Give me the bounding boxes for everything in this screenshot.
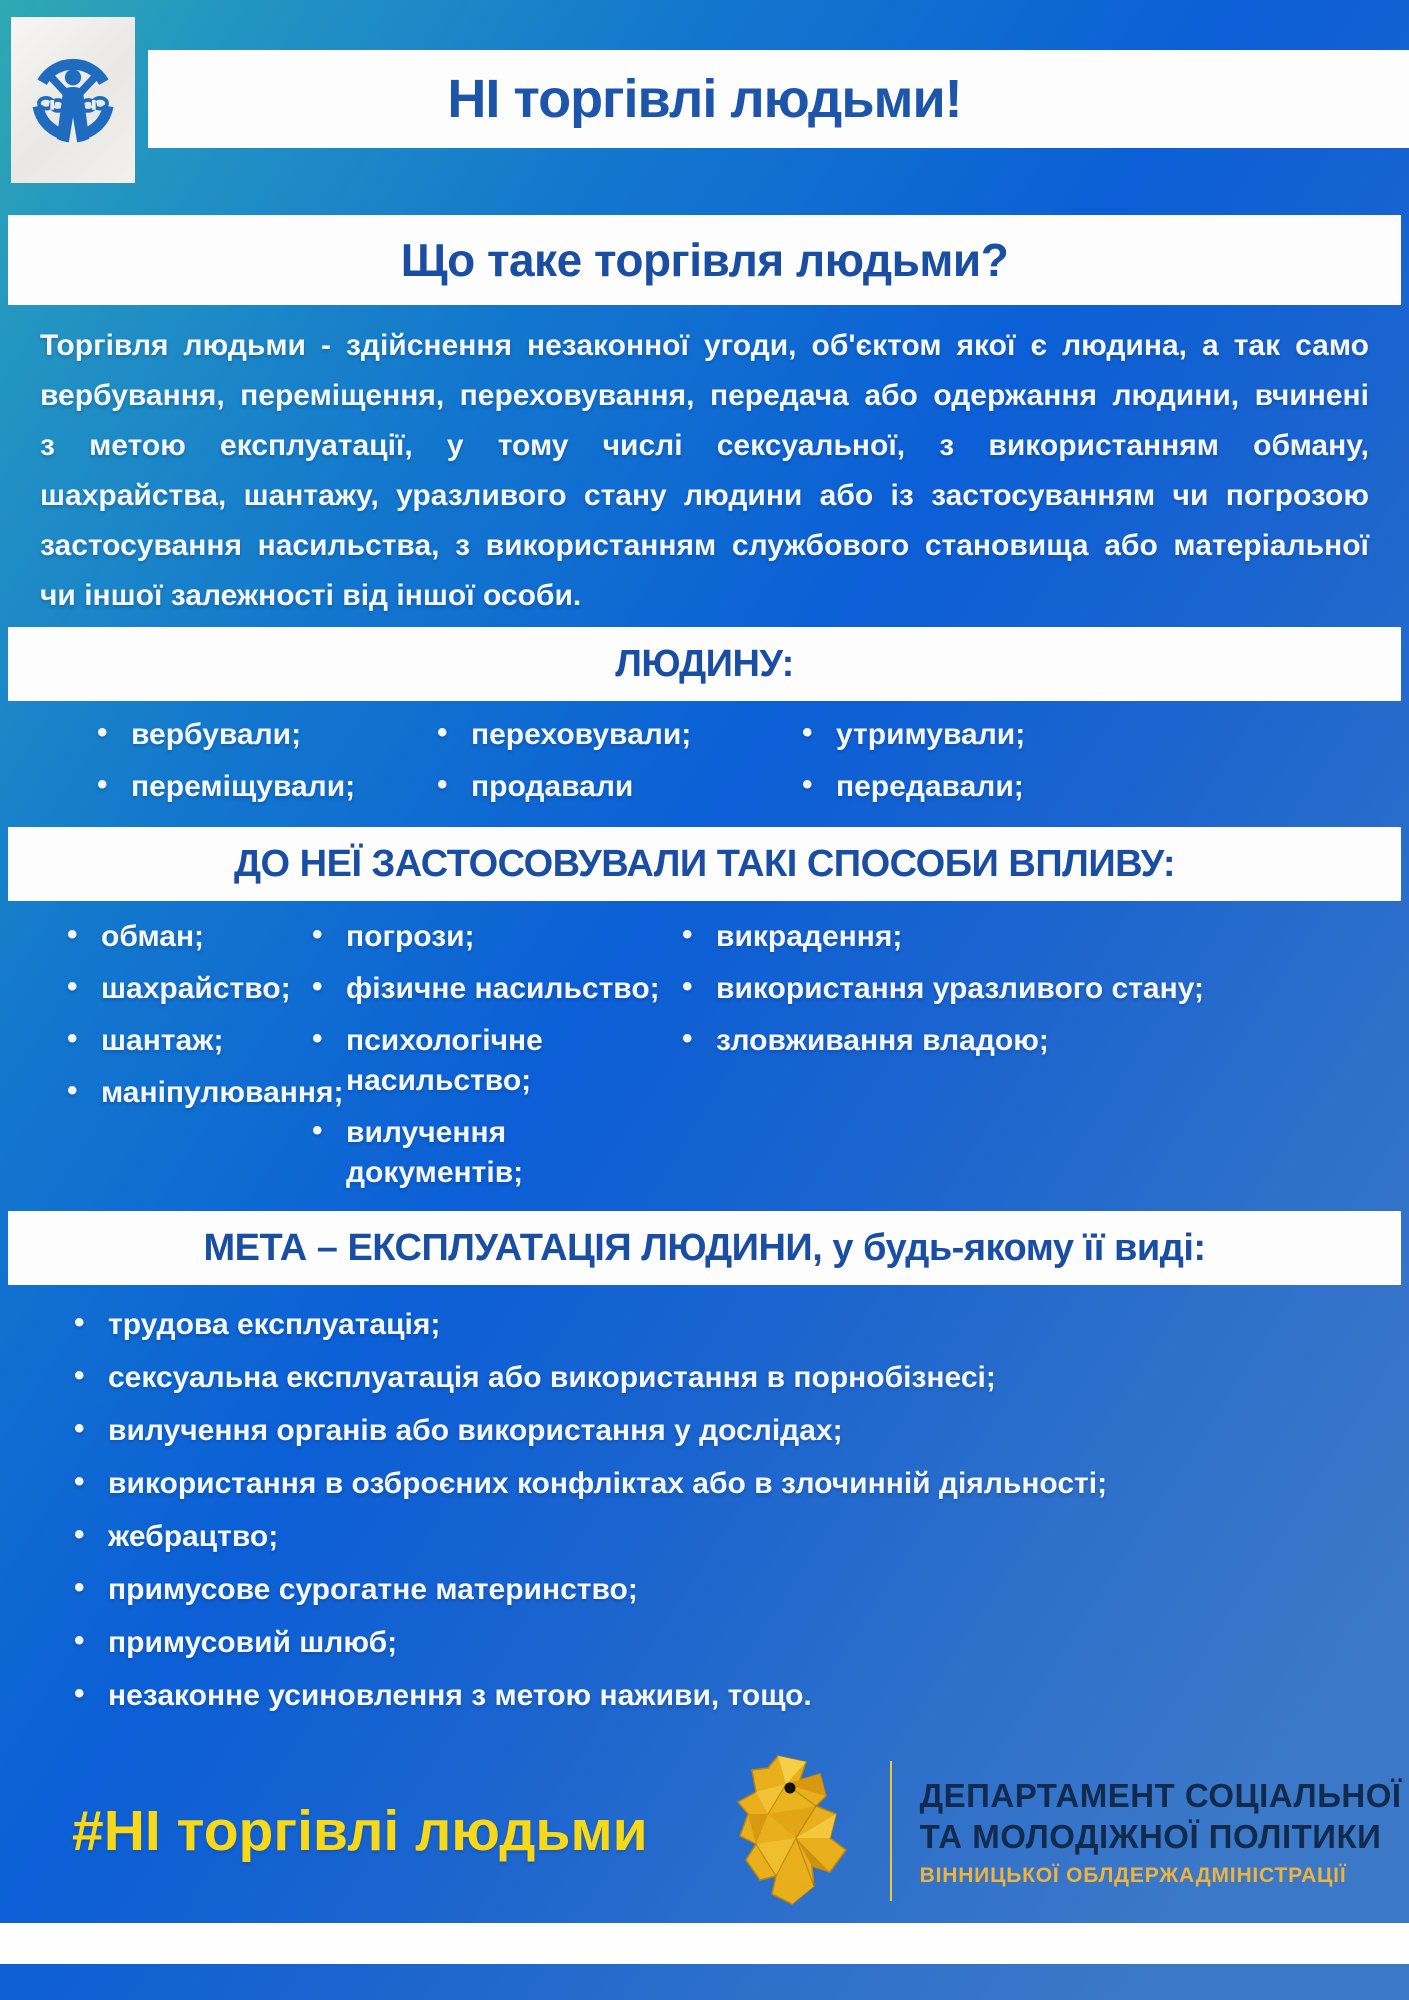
question-banner [8, 215, 1401, 305]
footer [0, 1742, 1409, 1920]
list-item: • примусовий шлюб; [72, 1623, 1349, 1663]
footer-divider [890, 1761, 892, 1901]
people-heading: ЛЮДИНУ: [615, 642, 794, 685]
vinnytsia-region-map-icon [726, 1752, 858, 1910]
department-name-line2: ТА МОЛОДІЖНОЇ ПОЛІТИКИ [919, 1817, 1382, 1855]
definition-line: шахрайства, шантажу, уразливого стану людини або із застосуванням чи погрозою [40, 479, 1369, 512]
list-item: • обман; [65, 917, 310, 957]
people-column-1 [95, 715, 435, 819]
purpose-section-banner [8, 1211, 1401, 1285]
question-heading: Що таке торгівля людьми? [400, 234, 1009, 286]
logo-card [11, 17, 135, 183]
bottom-white-band [0, 1923, 1409, 1964]
list-item: • вербували; [95, 715, 435, 755]
methods-column-2 [310, 917, 680, 1205]
list-item: • вилучення документів; [310, 1113, 680, 1193]
definition-line: з метою експлуатації, у тому числі сексуальної, з використанням обману, [40, 429, 1369, 462]
list-item: • продавали [435, 767, 800, 807]
definition-line: Торгівля людьми - здійснення незаконної угоди, об'єктом якої є людина, а так само [40, 329, 1369, 362]
list-item: • зловживання владою; [680, 1021, 1379, 1061]
methods-columns [0, 901, 1409, 1211]
definition-paragraph [0, 305, 1409, 627]
people-columns [0, 701, 1409, 827]
list-item: • погрози; [310, 917, 680, 957]
department-name-line1: ДЕПАРТАМЕНТ СОЦІАЛЬНОЇ [919, 1776, 1402, 1814]
list-item: • вилучення органів або використання у дослідах; [72, 1411, 1349, 1451]
person-breaking-chains-icon [19, 46, 127, 154]
list-item: • жебрацтво; [72, 1517, 1349, 1557]
purpose-heading: МЕТА – ЕКСПЛУАТАЦІЯ ЛЮДИНИ, у будь-якому її виді: [203, 1226, 1206, 1269]
definition-line: застосування насильства, з використанням службового становища або матеріальної [40, 529, 1369, 562]
list-item: • сексуальна експлуатація або використання в порнобізнесі; [72, 1358, 1349, 1398]
methods-section-banner [8, 827, 1401, 901]
list-item: • психологічне насильство; [310, 1021, 680, 1101]
list-item: • незаконне усиновлення з метою наживи, тощо. [72, 1676, 1349, 1716]
list-item: • фізичне насильство; [310, 969, 680, 1009]
page-title: НІ торгівлі людьми! [447, 69, 962, 129]
methods-column-3 [680, 917, 1379, 1205]
list-item: • викрадення; [680, 917, 1379, 957]
list-item: • трудова експлуатація; [72, 1305, 1349, 1345]
list-item: • передавали; [800, 767, 1379, 807]
methods-heading: ДО НЕЇ ЗАСТОСОВУВАЛИ ТАКІ СПОСОБИ ВПЛИВУ: [233, 842, 1175, 885]
methods-column-1 [65, 917, 344, 1205]
list-item: • використання в озброєних конфліктах або в злочинній діяльності; [72, 1464, 1349, 1504]
list-item: • утримували; [800, 715, 1379, 755]
list-item: • примусове сурогатне материнство; [72, 1570, 1349, 1610]
list-item: • використання уразливого стану; [680, 969, 1379, 1009]
people-section-banner [8, 627, 1401, 701]
list-item: • шахрайство; [65, 969, 310, 1009]
department-subtitle: ВІННИЦЬКОЇ ОБЛДЕРЖАДМІНІСТРАЦІЇ [919, 1863, 1347, 1887]
definition-line: вербування, переміщення, переховування, передача або одержання людини, вчинені [40, 379, 1369, 412]
list-item: • переховували; [435, 715, 800, 755]
title-banner [148, 50, 1409, 148]
department-block [920, 1775, 1402, 1888]
definition-line: чи іншої залежності від іншої особи. [40, 579, 582, 612]
people-column-3 [800, 715, 1379, 819]
list-item: • шантаж; [65, 1021, 310, 1061]
purpose-list [0, 1285, 1409, 1716]
people-column-2 [435, 715, 800, 819]
list-item: • маніпулювання; [65, 1073, 310, 1113]
footer-hashtag: #НІ торгівлі людьми [72, 1799, 648, 1863]
list-item: • переміщували; [95, 767, 435, 807]
